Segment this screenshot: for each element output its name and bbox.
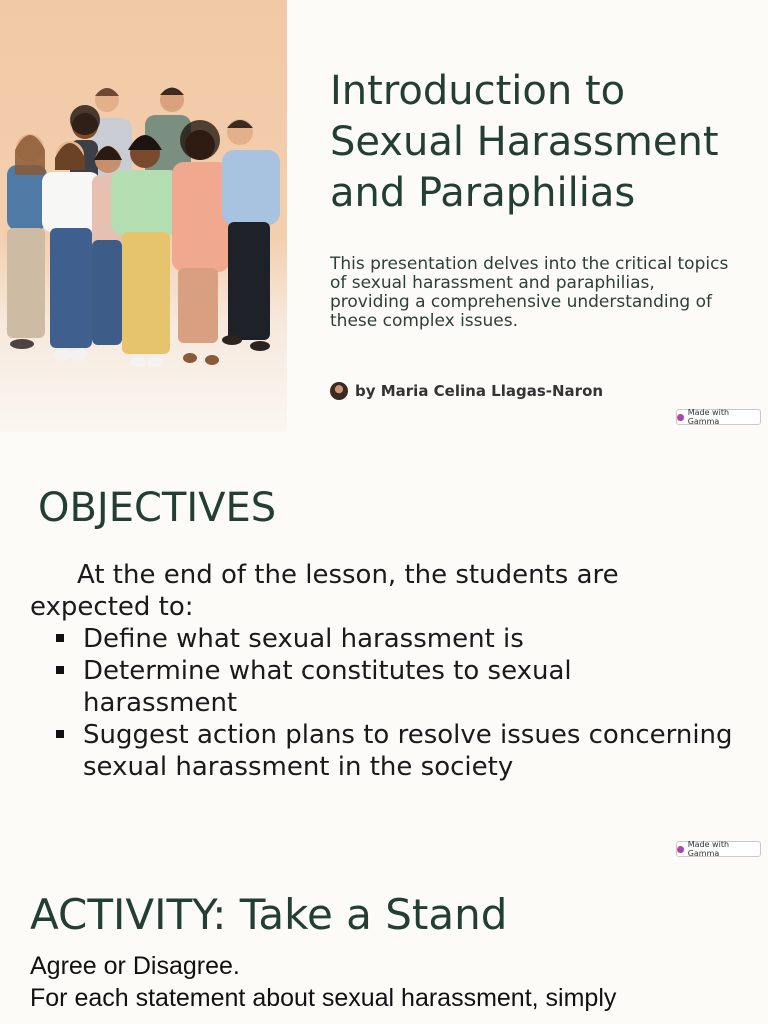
square-bullet-icon xyxy=(56,666,64,674)
made-with-gamma-badge[interactable] xyxy=(676,841,761,857)
group-of-people-illustration xyxy=(0,0,287,432)
square-bullet-icon xyxy=(56,634,64,642)
list-item xyxy=(53,623,733,655)
author-name: by Maria Celina Llagas-Naron xyxy=(355,382,604,400)
objectives-intro: At the end of the lesson, the students are expected to: xyxy=(30,560,619,622)
square-bullet-icon xyxy=(56,730,64,738)
objective-text: Determine what constitutes to sexual harassment xyxy=(83,656,572,718)
person-front-2 xyxy=(42,141,100,361)
gamma-logo-icon xyxy=(677,414,684,421)
activity-title: ACTIVITY: Take a Stand xyxy=(30,890,508,939)
activity-body xyxy=(30,950,750,1014)
group-photo xyxy=(0,0,287,432)
person-front-1 xyxy=(7,134,47,349)
person-front-6 xyxy=(222,119,280,351)
presentation-title: Introduction to Sexual Harassment and Paraphilias xyxy=(330,68,719,216)
slide-objectives xyxy=(0,432,768,864)
objective-text: Define what sexual harassment is xyxy=(83,624,524,654)
badge-label: Made with Gamma xyxy=(687,408,730,426)
slide-activity xyxy=(0,864,768,1024)
presentation-subtitle: This presentation delves into the critical topics of sexual harassment and paraphilias, providing a comprehensive understanding of these complex issues. xyxy=(330,254,729,331)
activity-line: For each statement about sexual harassment, simply xyxy=(30,984,617,1012)
slide-title xyxy=(0,0,768,432)
made-with-gamma-badge[interactable] xyxy=(676,409,761,425)
objectives-list xyxy=(53,623,733,783)
list-item xyxy=(53,719,733,783)
objective-text: Suggest action plans to resolve issues concerning sexual harassment in the society xyxy=(83,720,733,782)
author-byline xyxy=(330,382,603,400)
author-avatar xyxy=(330,382,348,400)
activity-line: Agree or Disagree. xyxy=(30,952,240,980)
badge-label: Made with Gamma xyxy=(687,840,730,858)
objectives-title: OBJECTIVES xyxy=(38,485,277,531)
gamma-logo-icon xyxy=(677,846,684,853)
list-item xyxy=(53,655,733,719)
